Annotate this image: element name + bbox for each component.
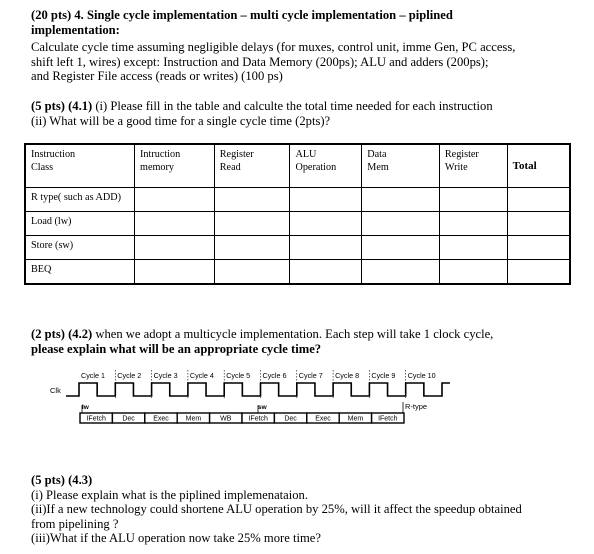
question-header-text: (20 pts) 4. Single cycle implementation – multi cycle implementation – piplined implementation: (31, 8, 453, 37)
table-cell[interactable] (507, 212, 570, 236)
table-cell[interactable] (362, 212, 440, 236)
cycle-label: Cycle 3 (153, 371, 178, 380)
table-cell[interactable] (135, 188, 215, 212)
row-label: R type( such as ADD) (25, 188, 135, 212)
stage-label: Mem (185, 415, 202, 423)
part3-line: (iii)What if the ALU operation now take 25% more time? (31, 531, 321, 546)
clock-waveform (66, 383, 450, 396)
table-cell[interactable] (439, 260, 507, 285)
table-cell[interactable] (439, 188, 507, 212)
rtype-label: R-type (405, 402, 428, 411)
table-cell[interactable] (507, 260, 570, 285)
table-cell[interactable] (290, 260, 362, 285)
stage-label: IFetch (378, 415, 398, 423)
table-row (25, 260, 570, 285)
part1-line1-text: (i) Please fill in the table and calculte the total time needed for each instruction (92, 99, 493, 113)
header-alu-operation: ALU Operation (290, 144, 362, 188)
question-header (31, 8, 541, 37)
table-row (25, 188, 570, 212)
intro-line: shift left 1, wires) except: Instruction and Data Memory (200ps); ALU and adders (200ps); (31, 54, 489, 69)
header-instruction-memory: Intruction memory (135, 144, 215, 188)
intro-line: Calculate cycle time assuming negligible delays (for muxes, control unit, imme Gen, PC access, (31, 40, 516, 54)
part3-line: (i) Please explain what is the piplined implemenataion. (31, 487, 308, 502)
stage-label: IFetch (248, 415, 268, 423)
header-instruction-class: Instruction Class (25, 144, 135, 188)
row-label: Store (sw) (25, 236, 135, 260)
lw-label: lw (82, 404, 89, 411)
table-cell[interactable] (507, 188, 570, 212)
part1-line2: (ii) What will be a good time for a single cycle time (2pts)? (31, 113, 331, 128)
stage-label: Exec (315, 415, 331, 423)
table-cell[interactable] (214, 212, 290, 236)
part3-line: (ii)If a new technology could shortene ALU operation by 25%, will it affect the speedup obtained (31, 502, 522, 517)
stage-label: Exec (153, 415, 169, 423)
row-label: BEQ (25, 260, 135, 285)
table-cell[interactable] (135, 212, 215, 236)
part2 (31, 327, 551, 356)
table-cell[interactable] (290, 236, 362, 260)
instruction-time-table (24, 143, 571, 285)
part3-line: from pipelining ? (31, 516, 119, 531)
part1-label: (5 pts) (4.1) (31, 99, 93, 113)
question-intro (31, 40, 551, 84)
header-register-write: Register Write (439, 144, 507, 188)
header-register-read: Register Read (214, 144, 290, 188)
table-cell[interactable] (214, 260, 290, 285)
sw-label: sw (258, 404, 267, 411)
table-cell[interactable] (362, 188, 440, 212)
header-data-mem: Data Mem (362, 144, 440, 188)
table-header-row (25, 144, 570, 188)
table-cell[interactable] (507, 236, 570, 260)
table-cell[interactable] (439, 212, 507, 236)
table-cell[interactable] (214, 236, 290, 260)
table-cell[interactable] (214, 188, 290, 212)
table-row (25, 212, 570, 236)
part2-label: (2 pts) (4.2) (31, 327, 93, 341)
cycle-label: Cycle 8 (335, 371, 360, 380)
cycle-label: Cycle 10 (407, 371, 436, 380)
table-cell[interactable] (290, 188, 362, 212)
table-cell[interactable] (439, 236, 507, 260)
part2-line1-text: when we adopt a multicycle implementation. Each step will take 1 clock cycle, (92, 327, 494, 341)
cycle-label: Cycle 4 (189, 371, 214, 380)
table-cell[interactable] (135, 236, 215, 260)
cycle-label: Cycle 1 (81, 371, 105, 380)
table-cell[interactable] (135, 260, 215, 285)
part3 (31, 473, 571, 546)
table-row (25, 236, 570, 260)
clk-label: Clk (50, 386, 61, 395)
stage-label: IFetch (86, 415, 106, 423)
part1 (31, 99, 551, 128)
multicycle-timing-diagram (0, 362, 594, 432)
stage-label: WB (220, 415, 232, 423)
part3-label: (5 pts) (4.3) (31, 473, 93, 487)
stage-label: Dec (122, 415, 135, 423)
part2-line2: please explain what will be an appropriate cycle time? (31, 341, 322, 356)
intro-line: and Register File access (reads or writes) (100 ps) (31, 69, 283, 84)
stage-label: Dec (284, 415, 297, 423)
stage-label: Mem (347, 415, 364, 423)
header-total: Total (507, 144, 570, 188)
cycle-label: Cycle 6 (262, 371, 287, 380)
table-cell[interactable] (290, 212, 362, 236)
cycle-label: Cycle 2 (117, 371, 142, 380)
cycle-label: Cycle 9 (371, 371, 396, 380)
table-cell[interactable] (362, 236, 440, 260)
cycle-label: Cycle 7 (298, 371, 323, 380)
part1-line1 (31, 99, 551, 114)
row-label: Load (lw) (25, 212, 135, 236)
cycle-label: Cycle 5 (226, 371, 251, 380)
part2-line1 (31, 327, 551, 342)
table-cell[interactable] (362, 260, 440, 285)
